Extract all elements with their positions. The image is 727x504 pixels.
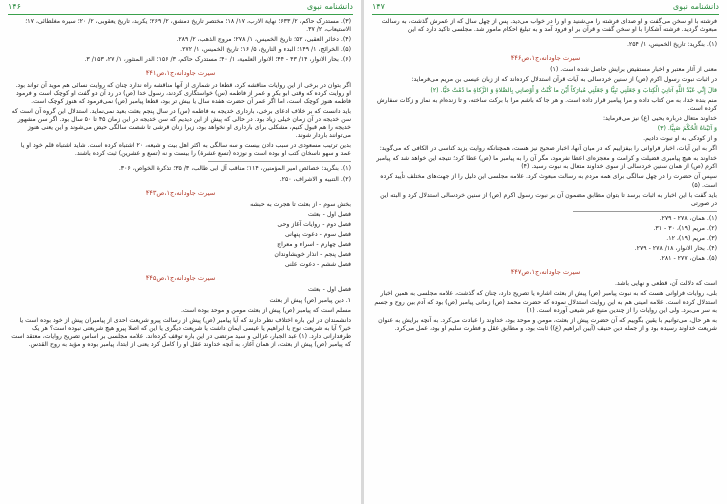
list-item: فصل سوم - دعوت پنهانی — [285, 230, 351, 238]
paragraph: خداوند به هیچ پیامبری فضیلت و کرامت و معجزه‌ای اعطا نفرمود، مگر آن را به پیامبر ما (ص) عطا کرد؛ نتیجه این خواهد شد که پیامبر اکرم (ص) از همان سنین خردسالی از سوی خداوند متعال به نبوت رسید. (۴) — [376, 155, 717, 171]
section-title[interactable]: سیرت جاودانه،ج۱،ص۴۴۳ — [145, 188, 216, 197]
chapter-heading: فصل اول - بعثت — [308, 286, 351, 294]
footnote: (۴). بحار الانوار، ۱۸/ ۲۷۸ - ۲۷۹. — [634, 245, 717, 253]
list-item: فصل چهارم - اسراء و معراج — [277, 241, 351, 249]
right-page — [364, 0, 727, 504]
list-item: فصل دوم - روایات آغاز وحی — [277, 220, 351, 228]
paragraph: باید دانست که بر خلاف ادعای برخی، بارداری خدیجه به فاطمه (س) در سال پنجم بعثت بعید نمی‌نماید. استدلال این گروه آن است که سن خدیجه در آن زمان خیلی زیاد بود. در حالی که پیش از این دیدیم که سن خدیجه در این زمان ۴۵ تا ۵۰ سال بود. اگر سن مشهور خدیجه را هم قبول کنیم، مشکلی برای بارداری او نخواهد بود، زیرا زنان قرشی تا شصت سالگی حیض می‌شوند و این یعنی هنوز می‌توانند باردار شوند. — [11, 107, 351, 140]
paragraph: اگر به این آیات، اخبار فراوانی را بیفزاییم که در میان آنها، اخبار صحیح نیز هست، همچنانکه روایت یزید کناسی در الکافی که می‌گوید: — [379, 145, 717, 153]
left-header-rule — [8, 14, 353, 15]
footnote: (۶). بحار الانوار، ۱۴/ ۴۳ - ۴۴؛ الانوار العلمیة، ۱/ ۴۰؛ مستدرک حاکم، ۳/ ۱۵۶؛ الدر المنثور، ۱/ ۲۷، ۱۵۳/ ۳. — [84, 56, 351, 64]
left-page-header — [8, 2, 353, 13]
paragraph: سپس آن حضرت را در چهل سالگی برای همه مردم به رسالت مبعوث کرد. علامه مجلسی این دلیل را از جهت‌های مختلف تأیید کرده است. (۵) — [380, 173, 717, 189]
footnote: (۱). بنگرید: تاریخ الخمیس، ۱/ ۲۵۴. — [626, 41, 717, 49]
right-header-rule — [372, 14, 719, 15]
footnote: (۵). الخرائج، ۱/ ۱۴۹؛ البدء و التاریخ، ۵/ ۱۶؛ تاریخ الخمیس، ۱/ ۲۷۲. — [180, 46, 351, 54]
paragraph: دانشمندان در این باره اختلاف نظر دارند که آیا پیامبر (ص) پیش از رسالت پیرو شریعت احدی از پیامبران پیش از خود بوده است یا خیر؟ آیا به شریعت نوح یا ابراهیم یا عیسی ایمان داشت یا شریعت دیگری یا این که اصلا پیرو هیچ شریعتی نبوده است؟ هر یک طرفدارانی دارد. (۱) عبد الجبار، غزالی و سید مرتضی در این باره توقف کرده‌اند. علامه مجلسی بر اساس تصریح روایات، معتقد است که پیامبر (ص) پیش از بعثت، از همان آغاز، به آنچه خداوند عقل او را کامل کرد یعنی از ابتدا، پیامبر بوده و مؤید به روح القدس. — [11, 316, 351, 348]
list-item: فصل اول - بعثت — [308, 210, 351, 218]
quran-verse: قالَ إِنِّي عَبْدُ اللَّهِ آتانِيَ الْكِتابَ وَ جَعَلَنِي نَبِيًّا وَ جَعَلَنِي مُبارَكاً أَيْنَ ما كُنْتُ وَ أَوْصانِي بِالصَّلاةِ وَ الزَّكاةِ ما دُمْتُ حَيًّا. (۲) — [430, 86, 717, 94]
footnote-separator — [573, 211, 717, 212]
section-title[interactable]: سیرت جاودانه،ج۱،ص۴۴۵ — [145, 274, 216, 283]
footnote: (۱). همان، ۲۷۸ - ۲۷۹. — [659, 214, 717, 222]
left-header-title: دانشنامه نبوی — [306, 2, 353, 11]
paragraph: بلی، روایات فراوانی هست که به نبوت پیامبر (ص) پیش از بعثت اشاره یا تصریح دارد، چنان که گذشت، علامه مجلسی به همین اخبار استدلال کرده است. علامه امینی هم به این روایت استدلال نموده که حضرت محمد (ص) زمانی پیامبر (ص) بود که آدم بین روح و جسم به سر می‌برد. ولی این روایات را از چندین منبع غیر شیعی آورده است. (۱) — [374, 290, 717, 314]
list-item: بخش سوم - از بعثت تا هجرت به حبشه — [250, 200, 351, 208]
section-title[interactable]: سیرت جاودانه،ج۱،ص۴۴۶ — [510, 54, 581, 63]
footnote: (۲). مریم (۱۹)، ۳۰ - ۳۱. — [653, 224, 717, 232]
footnote: (۳). مستدرک حاکم، ۲/ ۶۳۳؛ نهایة الارب، ۱۷/ ۱۸؛ مختصر تاریخ دمشق، ۲/ ۲۶۹؛ یکربد، تاریخ یعقوبی، ۲/ ۲۰؛ سیره مغلطائی، ۱۷؛ الاستیعاب، ۲/ ۳۷. — [25, 18, 351, 34]
right-page-header — [372, 2, 719, 13]
list-item: فصل ششم - دعوت علنی — [284, 261, 351, 269]
paragraph: اگر بتوان در برخی از این روایات مناقشه کرد، قطعا در شماری از آنها مناقشه راه ندارد چنان که روایت نسائی هم موید آن تواند بود. او روایت کرده که وقتی ابو بکر و عمر از فاطمه (س) خواستگاری کردند، رسول خدا (ص) در رد آن دو گفت او کوچک است و فرمود فاطمه هنوز کوچک است، اما اگر عمر آن حضرت هفده سال یا بیش تر بود، قطعا پیامبر (ص) نمی‌فرمود که هنوز کوچک است. — [15, 81, 351, 105]
subheading: ۱. دین پیامبر (ص) پیش از بعثت — [269, 296, 351, 304]
left-page-number: ۱۴۶ — [8, 2, 21, 11]
footnote-separator — [573, 37, 717, 38]
paragraph: خداوند متعال درباره یحیی (ع) نیز می‌فرماید: — [602, 114, 717, 122]
right-page-number: ۱۴۷ — [372, 2, 385, 11]
paragraph: مسلم است که پیامبر (ص) پیش از بعثت مومن و موحد بوده است. — [180, 306, 351, 314]
paragraph: بدین ترتیب مسعودی در سبب دادن بیست و سه سالگی به اکثر اهل بیت و شیعه، ۲۰ اشتباه کرده است. شاید اشتباه قلم خود او یا عمد و سهو ناسخان کتب او بوده است و نوزده (تسع عشرة) را بیست و نه (تسع و عشرین) ثبت کرده باشند. — [20, 142, 351, 158]
section-title[interactable]: سیرت جاودانه،ج۱،ص۴۴۷ — [510, 268, 581, 277]
right-content — [374, 18, 717, 335]
left-content — [10, 18, 351, 351]
paragraph: معنی از آثار معتبر و اخبار مستفیض برایش حاصل شده است. (۱) — [550, 66, 717, 74]
paragraph: فرشته با او سخن می‌گفت و او صدای فرشته را می‌شنید و او را در خواب می‌دید. پس از چهل سال که از عمرش گذشت، به رسالت مبعوث گردید. فرشته آشکارا با او سخن گفت و قرآن بر او فرود آمد و به تبلیغ احکام مامور شد. مجلسی تاکید دارد که این — [381, 18, 717, 34]
footnote: (۲). التنبیه و الاشراف، ۲۵۰. — [279, 175, 351, 183]
paragraph: است که دلالت آن، قطعی و نهایی باشد. — [614, 280, 717, 288]
paragraph: و از کودکی به او نبوت دادیم. — [643, 135, 717, 143]
footnote-separator — [208, 161, 351, 162]
list-item: فصل پنجم - انذار خویشاوندان — [274, 251, 351, 259]
footnote: (۵). همان، ۲۷۷ - ۲۸۱. — [659, 255, 717, 263]
footnote: (۴). دخائر العقبی، ۵۲؛ تاریخ الخمیس، ۱/ ۲۷۸؛ مروج الذهب، ۲/ ۲۸۹. — [176, 36, 351, 44]
quran-verse: وَ آتَيْناهُ الْحُكْمَ صَبِيًّا. (۳) — [657, 124, 717, 132]
paragraph: در اثبات نبوت رسول اکرم (ص) از سنین خردسالی به آیات قرآن استدلال کرده‌اند که از زبان عیسی بن مریم می‌فرماید: — [411, 76, 717, 84]
footnote: (۳). مریم (۱۹)، ۱۲. — [666, 234, 717, 242]
footnote: (۱). بنگرید: خصائص امیر المؤمنین، ۱۱۴؛ مناقب آل ابی طالب، ۳/ ۳۵؛ تذکرة الخواص، ۳۰۶. — [118, 165, 351, 173]
paragraph: به هر حال، می‌توانیم با یقین بگوییم که آن حضرت پیش از بعثت، مومن و موحد بود، خداوند را عبادت می‌کرد. به آنچه برایش به عنوان شریعت خداوند رسیده بود و از جمله دین حنیف (آیین ابراهیم (ع)) ثابت بود، و مطابق عقل و فطرت سلیم او بود، عمل می‌کرد. — [378, 316, 717, 332]
paragraph: منم بنده خدا، به من کتاب داده و مرا پیامبر قرار داده است. و هر جا که باشم مرا با برکت ساخته، و تا زنده‌ام به نماز و زکات سفارش کرده است. — [376, 96, 717, 112]
section-title[interactable]: سیرت جاودانه،ج۱،ص۴۴۱ — [145, 69, 216, 78]
left-page — [0, 0, 361, 504]
right-header-title: دانشنامه نبوی — [672, 2, 719, 11]
paragraph: باید گفت با این اخبار به اثبات برسد تا بتوان مطابق مضمون آن بر نبوت رسول اکرم (ص) از سنین خردسالی استدلال کرد و البته این در صورتی — [380, 191, 717, 207]
